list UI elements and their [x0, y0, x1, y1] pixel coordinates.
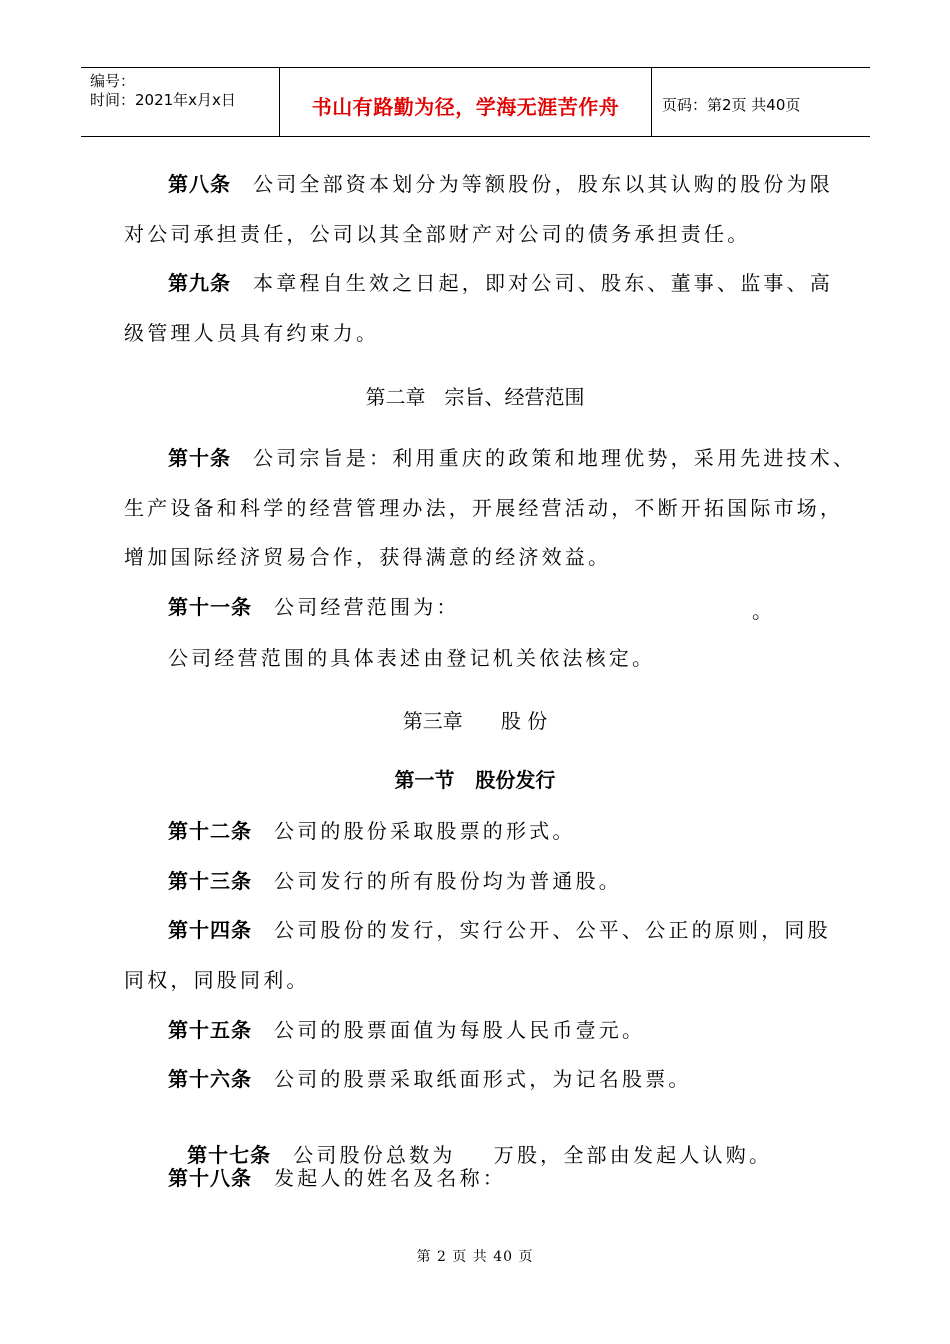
- article-11-line-2: 公司经营范围的具体表述由登记机关依法核定。: [168, 646, 656, 670]
- article-13-label: 第十三条: [168, 869, 252, 893]
- article-9-text-1: 本章程自生效之日起，即对公司、股东、董事、监事、高: [253, 271, 833, 295]
- article-10-line-3: 增加国际经济贸易合作，获得满意的经济效益。: [124, 545, 612, 569]
- article-8-label: 第八条: [168, 172, 231, 196]
- article-13-text: 公司发行的所有股份均为普通股。: [274, 869, 622, 893]
- article-9-line-1: [168, 270, 833, 296]
- section-1-heading: 第一节 股份发行: [394, 768, 556, 792]
- article-18-text: 发起人的姓名及名称：: [274, 1166, 506, 1190]
- article-17: [168, 1116, 772, 1168]
- article-10-text-1: 公司宗旨是：利用重庆的政策和地理优势，采用先进技术、: [253, 446, 857, 470]
- article-15: [168, 1017, 645, 1043]
- header-meta: [81, 68, 280, 136]
- time-label: 时间：2021年x月x日: [90, 91, 236, 109]
- article-9-label: 第九条: [168, 271, 231, 295]
- article-14-line-2: 同权，同股同利。: [124, 968, 310, 992]
- article-11-label: 第十一条: [168, 595, 252, 619]
- article-10-line-2: 生产设备和科学的经营管理办法，开展经营活动，不断开拓国际市场，: [124, 496, 844, 520]
- article-12: [168, 818, 576, 844]
- article-8-line-1: [168, 171, 833, 197]
- article-13: [168, 868, 622, 894]
- article-8-line-2: 对公司承担责任，公司以其全部财产对公司的债务承担责任。: [124, 222, 751, 246]
- article-9-line-2: 级管理人员具有约束力。: [124, 321, 380, 345]
- article-14-label: 第十四条: [168, 918, 252, 942]
- article-16-label: 第十六条: [168, 1067, 252, 1091]
- article-17-text: 公司股份总数为 万股，全部由发起人认购。: [293, 1143, 773, 1167]
- page-header: [81, 67, 870, 137]
- article-10-label: 第十条: [168, 446, 231, 470]
- article-12-label: 第十二条: [168, 819, 252, 843]
- header-motto: 书山有路勤为径，学海无涯苦作舟: [280, 68, 652, 136]
- chapter-3-heading: 第三章 股 份: [402, 709, 548, 733]
- page-footer: 第 2 页 共 40 页: [416, 1249, 534, 1265]
- article-17-label: 第十七条: [187, 1143, 272, 1167]
- article-8-text-1: 公司全部资本划分为等额股份，股东以其认购的股份为限: [253, 172, 833, 196]
- article-11-line-1: [168, 594, 460, 620]
- article-14-line-1: [168, 917, 831, 943]
- article-14-text-1: 公司股份的发行，实行公开、公平、公正的原则，同股: [274, 918, 831, 942]
- article-16-text: 公司的股票采取纸面形式，为记名股票。: [274, 1067, 692, 1091]
- article-18: [168, 1165, 506, 1191]
- article-15-text: 公司的股票面值为每股人民币壹元。: [274, 1018, 646, 1042]
- article-18-label: 第十八条: [168, 1166, 252, 1190]
- number-label: 编号：: [90, 72, 136, 90]
- article-12-text: 公司的股份采取股票的形式。: [274, 819, 576, 843]
- article-15-label: 第十五条: [168, 1018, 252, 1042]
- article-10-line-1: [168, 445, 856, 471]
- article-16: [168, 1066, 692, 1092]
- chapter-2-heading: 第二章 宗旨、经营范围: [365, 385, 585, 409]
- article-11-tail: 。: [752, 599, 776, 623]
- article-11-text-1: 公司经营范围为：: [274, 595, 460, 619]
- header-page-info: 页码：第2页 共40页: [662, 95, 801, 114]
